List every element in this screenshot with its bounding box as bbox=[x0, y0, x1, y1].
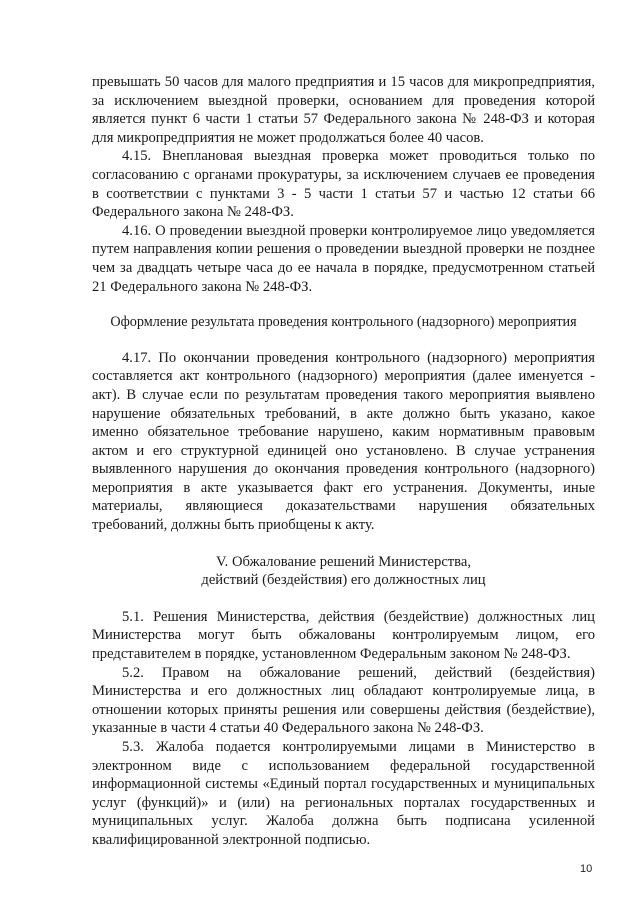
paragraph-continued: превышать 50 часов для малого предприятия и 15 часов для микропредприятия, за исключением выездной проверки, основанием для проведения которой является пункт 6 части 1 статьи 57 Федерального закона № 248-ФЗ и которая для микропредприятия не может продолжаться более 40 часов. bbox=[92, 74, 595, 146]
paragraph-5-2: 5.2. Правом на обжалование решений, действий (бездействия) Министерства и его должностных лиц обладают контролируемые лица, в отношении которых приняты решения или совершены действия (бездействие), указанные в части 4 статьи 40 Федерального закона № 248-ФЗ. bbox=[92, 664, 595, 737]
page-number: 10 bbox=[580, 863, 593, 875]
document-body bbox=[92, 73, 595, 850]
paragraph-4-16: 4.16. О проведении выездной проверки контролируемое лицо уведомляется путем направления копии решения о проведении выездной проверки не позднее чем за двадцать четыре часа до ее начала в порядке, предусмотренном статьей 21 Федерального закона № 248-ФЗ. bbox=[92, 222, 595, 295]
paragraph-5-1: 5.1. Решения Министерства, действия (бездействие) должностных лиц Министерства могут быть обжалованы контролируемым лицом, его представителем в порядке, установленном Федеральным законом № 248-ФЗ. bbox=[92, 608, 595, 663]
heading-results: Оформление результата проведения контрольного (надзорного) мероприятия bbox=[110, 314, 577, 331]
paragraph-4-15: 4.15. Внеплановая выездная проверка может проводиться только по согласованию с органами прокуратуры, за исключением случаев ее проведения в соответствии с пунктами 3 - 5 части 1 статьи 57 и частью 12 статьи 66 Федерального закона № 248-ФЗ. bbox=[92, 148, 595, 221]
section-v-heading bbox=[92, 553, 595, 590]
section-v-title-line2: действий (бездействия) его должностных лиц bbox=[201, 572, 486, 589]
paragraph-5-3: 5.3. Жалоба подается контролируемыми лицами в Министерство в электронном виде с использованием федеральной государственной информационной системы «Единый портал государственных и муниципальных услуг (функций)» и (или) на региональных порталах государственных и муниципальных услуг. Жалоба должна быть подписана усиленной квалифицированной электронной подписью. bbox=[92, 739, 595, 848]
paragraph-4-17: 4.17. По окончании проведения контрольного (надзорного) мероприятия составляется акт контрольного (надзорного) мероприятия (далее именуется - акт). В случае если по результатам проведения такого мероприятия выявлено нарушение обязательных требований, в акте должно быть указано, какое именно обязательное требование нарушено, каким нормативным правовым актом и его структурной единицей оно установлено. В случае устранения выявленного нарушения до окончания проведения контрольного (надзорного) мероприятия в акте указывается факт его устранения. Документы, иные материалы, являющиеся доказательствами нарушения обязательных требований, должны быть приобщены к акту. bbox=[92, 349, 595, 534]
section-v-title-line1: V. Обжалование решений Министерства, bbox=[215, 553, 472, 570]
